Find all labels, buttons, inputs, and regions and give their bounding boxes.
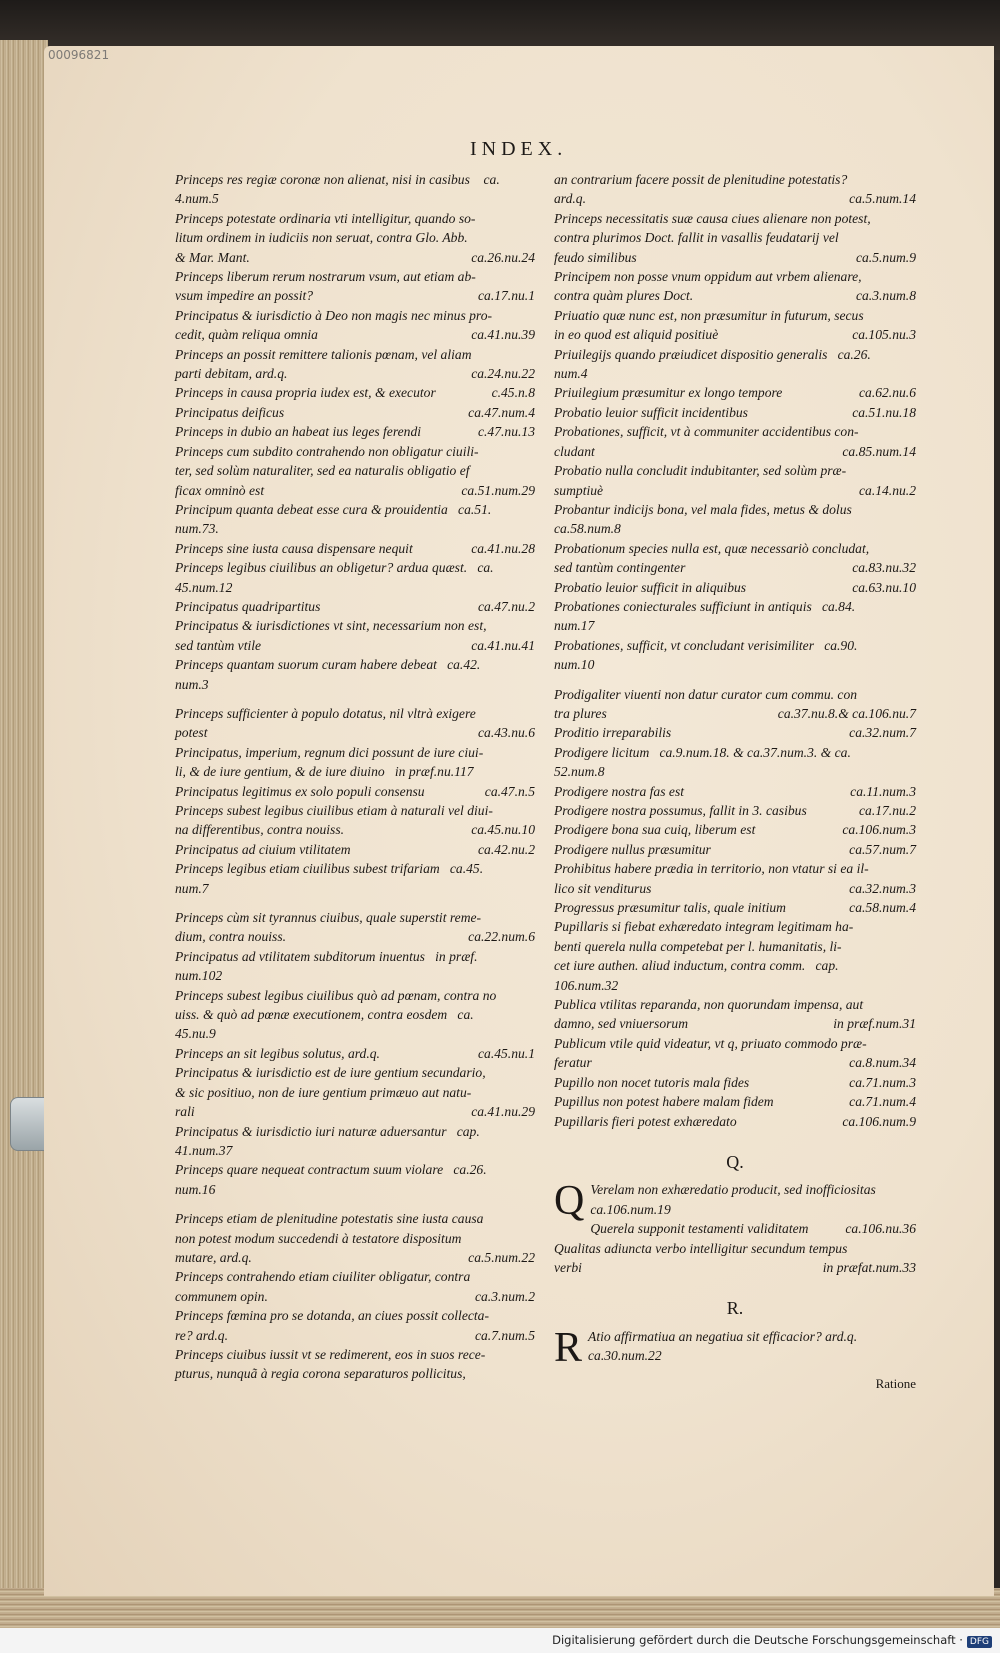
index-entry xyxy=(175,209,535,267)
index-entry xyxy=(175,539,535,558)
index-entry xyxy=(554,461,916,500)
index-column-left xyxy=(175,170,535,1384)
entry-text: Princeps sine iusta causa dispensare nequit xyxy=(175,540,413,556)
entry-reference: ca.3.num.8 xyxy=(855,288,916,304)
entry-text: Princeps cùm sit tyrannus ciuibus, quale superstit reme- dium, contra nouiss. xyxy=(175,910,482,945)
index-entry xyxy=(554,840,916,859)
index-entry xyxy=(554,422,916,461)
index-entry xyxy=(175,558,535,597)
entry-reference: ca.11.num.3 xyxy=(850,783,916,799)
index-entry xyxy=(175,1063,535,1121)
index-entry xyxy=(175,422,535,441)
entry-text: Princeps subest legibus ciuilibus quò ad pœnam, contra no uiss. & quò ad pœnæ executionem, contra eosdem ca. 45.nu.9 xyxy=(175,987,497,1042)
entry-text: Princeps quantam suorum curam habere debeat ca.42. num.3 xyxy=(175,657,481,692)
index-entry xyxy=(175,947,535,986)
entry-text: Princeps ciuibus iussit vt se redimerent, eos in suos rece- pturus, nunquã à regia corona separaturos pollicitus, xyxy=(175,1346,486,1382)
entry-text: Pupillaris fieri potest exhæredato xyxy=(554,1113,737,1129)
entry-reference: ca.58.num.4 xyxy=(849,900,916,916)
index-entry xyxy=(175,840,535,859)
entry-text: Atio affirmatiua an negatiua sit efficacior? ard.q. ca.30.num.22 xyxy=(588,1328,858,1364)
entry-reference: ca.17.nu.2 xyxy=(858,803,916,818)
entry-reference: c.45.n.8 xyxy=(491,385,535,401)
index-entry xyxy=(554,403,916,422)
entry-reference: ca.22.num.6 xyxy=(468,929,535,945)
entry-text: Verelam non exhæredatio producit, sed inofficiositas ca.106.num.19 xyxy=(590,1182,876,1217)
index-entry xyxy=(554,917,916,995)
index-entry xyxy=(554,1324,916,1371)
index-entry xyxy=(175,597,535,616)
entry-text: Priuatio quæ nunc est, non præsumitur in futurum, secus in eo quod est aliquid positiuè xyxy=(554,307,864,343)
index-entry xyxy=(554,345,916,384)
entry-reference: ca.41.nu.29 xyxy=(471,1104,535,1120)
entry-reference: ca.41.nu.39 xyxy=(471,327,535,343)
entry-text: Principatus quadripartitus xyxy=(175,598,321,614)
index-entry xyxy=(175,170,535,209)
drop-cap: R xyxy=(554,1324,583,1371)
index-entry xyxy=(175,908,535,947)
entry-text: Probatio leuior sufficit in aliquibus xyxy=(554,579,747,595)
entry-text: Prodigere nostra possumus, fallit in 3. casibus xyxy=(554,803,807,818)
entry-text: Princeps contrahendo etiam ciuiliter obligatur, contra communem opin. xyxy=(175,1269,471,1304)
entry-text: Principatus & iurisdictio iuri naturæ aduersantur cap. 41.num.37 xyxy=(175,1123,480,1158)
entry-reference: ca.41.nu.28 xyxy=(471,540,535,556)
entry-text: Principum quanta debeat esse cura & prouidentia ca.51. num.73. xyxy=(175,501,492,537)
index-entry xyxy=(175,1267,535,1306)
entry-reference: ca.47.nu.2 xyxy=(477,598,535,614)
entry-reference: ca.51.nu.18 xyxy=(852,404,916,420)
entry-text: Priuilegijs quando præiudicet dispositio generalis ca.26. num.4 xyxy=(554,346,871,382)
section-letter-q: Q. xyxy=(726,1151,744,1172)
index-entry xyxy=(175,1122,535,1161)
index-entry xyxy=(175,801,535,840)
footer-text: Digitalisierung gefördert durch die Deutsche Forschungsgemeinschaft · xyxy=(552,1633,963,1647)
index-entry xyxy=(175,1345,535,1384)
entry-reference: ca.42.nu.2 xyxy=(477,841,535,857)
section-q xyxy=(554,1153,916,1277)
entry-text: Pupillaris si fiebat exhæredato integram legitimam ha- benti querela nulla competebat per l. humanitatis, li- cet iure authen. aliud inductum, contra comm. cap. 106.num.32 xyxy=(554,919,854,993)
entry-reference: ca.106.num.3 xyxy=(842,822,916,838)
entry-text: Priuilegium præsumitur ex longo tempore xyxy=(554,385,783,401)
index-entry xyxy=(175,782,535,801)
index-entry xyxy=(554,685,916,724)
entry-reference: ca.26.nu.24 xyxy=(471,249,535,265)
entry-reference: ca.45.nu.1 xyxy=(477,1045,535,1061)
entry-text: Probantur indicijs bona, vel mala fides, metus & dolus ca.58.num.8 xyxy=(554,501,852,537)
entry-reference: ca.24.nu.22 xyxy=(471,366,535,382)
entry-text: Prodigere nullus præsumitur xyxy=(554,841,711,857)
dfg-logo: DFG xyxy=(967,1636,992,1648)
entry-text: Princeps fœmina pro se dotanda, an ciues possit collecta- re? ard.q. xyxy=(175,1308,490,1343)
entry-text: an contrarium facere possit de plenitudine potestatis? ard.q. xyxy=(554,172,848,207)
entry-text: Princeps potestate ordinaria vti intelligitur, quando so- litum ordinem in iudiciis non seruat, contra Glo. Abb. & Mar. Mant. xyxy=(175,210,476,265)
index-column-right xyxy=(554,170,916,1393)
entry-reference: ca.32.num.3 xyxy=(849,880,916,896)
index-entry xyxy=(554,859,916,898)
entry-text: Princeps an sit legibus solutus, ard.q. xyxy=(175,1045,380,1061)
entry-text: Querela supponit testamenti validitatem xyxy=(590,1221,809,1237)
entry-reference: ca.45.nu.10 xyxy=(471,822,535,838)
entry-reference: ca.106.num.9 xyxy=(842,1113,916,1129)
shelfmark: 00096821 xyxy=(48,48,110,62)
index-entry xyxy=(554,995,916,1034)
index-entry xyxy=(554,170,916,209)
book-page-edges xyxy=(0,40,48,1610)
index-entry xyxy=(175,267,535,306)
entry-text: Pupillo non nocet tutoris mala fides xyxy=(554,1074,750,1090)
index-entry xyxy=(175,383,535,402)
index-entry xyxy=(175,442,535,500)
index-entry xyxy=(175,655,535,694)
entry-text: Princeps in causa propria iudex est, & executor xyxy=(175,385,436,401)
entry-reference: ca.17.nu.1 xyxy=(477,288,535,304)
entry-reference: ca.5.num.9 xyxy=(855,249,916,265)
index-entry xyxy=(554,1034,916,1073)
entry-reference: ca.14.nu.2 xyxy=(858,482,916,498)
entry-reference: ca.32.num.7 xyxy=(849,725,916,741)
index-entry xyxy=(175,345,535,384)
entry-reference: ca.63.nu.10 xyxy=(852,579,916,595)
index-entry xyxy=(554,820,916,839)
entry-text: Publicum vtile quid videatur, vt q, priuato commodo præ- feratur xyxy=(554,1035,867,1071)
entry-reference: ca.47.n.5 xyxy=(484,783,535,799)
index-entry xyxy=(554,539,916,578)
index-entry xyxy=(554,209,916,267)
entry-reference: ca.5.num.22 xyxy=(468,1249,535,1265)
entry-text: Probatio nulla concludit indubitanter, sed solùm præ- sumptiuè xyxy=(554,463,847,498)
entry-reference: ca.43.nu.6 xyxy=(477,725,535,741)
index-entry xyxy=(175,1044,535,1063)
index-entry xyxy=(554,1073,916,1092)
index-entry xyxy=(554,1112,916,1131)
entry-reference: ca.51.num.29 xyxy=(461,482,535,498)
index-entry xyxy=(175,500,535,539)
entry-text: Prohibitus habere prædia in territorio, non vtatur si ea il- lico sit venditurus xyxy=(554,861,869,896)
index-entry xyxy=(175,1209,535,1267)
entry-text: Proditio irreparabilis xyxy=(554,725,672,741)
entry-reference: in præf.num.31 xyxy=(833,1016,916,1032)
section-r xyxy=(554,1299,916,1393)
entry-text: Principatus, imperium, regnum dici possunt de iure ciui- li, & de iure gentium, & de iure diuino in præf.nu.117 xyxy=(175,744,484,780)
entry-reference: ca.8.num.34 xyxy=(849,1055,916,1071)
entry-text: Princeps legibus etiam ciuilibus subest trifariam ca.45. num.7 xyxy=(175,861,484,896)
entry-text: Progressus præsumitur talis, quale initium xyxy=(554,900,786,916)
entry-text: Principatus ad ciuium vtilitatem xyxy=(175,841,351,857)
entry-text: Qualitas adiuncta verbo intelligitur secundum tempus verbi xyxy=(554,1240,848,1275)
index-entry xyxy=(554,801,916,820)
entry-text: Prodigere licitum ca.9.num.18. & ca.37.num.3. & ca. 52.num.8 xyxy=(554,744,851,780)
index-entry xyxy=(554,578,916,597)
index-entry xyxy=(554,1092,916,1111)
entry-reference: ca.7.num.5 xyxy=(474,1327,535,1343)
entry-reference: ca.85.num.14 xyxy=(842,443,916,459)
entry-text: Princeps res regiæ coronæ non alienat, nisi in casibus ca. 4.num.5 xyxy=(175,172,500,207)
index-entry xyxy=(554,898,916,917)
entry-reference: ca.83.nu.32 xyxy=(852,560,916,576)
entry-text: Prodigere bona sua cuiq, liberum est xyxy=(554,822,756,838)
entry-reference: ca.106.nu.36 xyxy=(845,1221,916,1237)
entry-text: Princeps sufficienter à populo dotatus, nil vltrà exigere potest xyxy=(175,705,476,741)
entry-text: Princeps etiam de plenitudine potestatis sine iusta causa non potest modum succedendi à testatore dispositum mutare, ard.q. xyxy=(175,1211,484,1265)
entry-text: Pupillus non potest habere malam fidem xyxy=(554,1094,774,1110)
entry-reference: ca.71.num.4 xyxy=(849,1094,916,1110)
entry-text: Principatus legitimus ex solo populi consensu xyxy=(175,783,425,799)
index-entry xyxy=(175,616,535,655)
entry-text: Princeps an possit remittere talionis pœnam, vel aliam parti debitam, ard.q. xyxy=(175,346,472,382)
drop-cap: Q xyxy=(554,1178,585,1225)
index-entry xyxy=(554,1239,916,1278)
entry-text: Probationum species nulla est, quæ necessariò concludat, sed tantùm contingenter xyxy=(554,540,870,576)
index-entry xyxy=(175,704,535,743)
index-entry xyxy=(175,859,535,898)
entry-text: Principem non posse vnum oppidum aut vrbem alienare, contra quàm plures Doct. xyxy=(554,269,862,304)
index-entry xyxy=(554,782,916,801)
index-entry xyxy=(175,986,535,1044)
entry-text: Princeps in dubio an habeat ius leges ferendi xyxy=(175,424,422,440)
index-entry xyxy=(175,1306,535,1345)
entry-text: Probationes coniecturales sufficiunt in antiquis ca.84. num.17 xyxy=(554,598,856,634)
entry-text: Princeps quare nequeat contractum suum violare ca.26. num.16 xyxy=(175,1162,487,1197)
entry-text: Princeps cum subdito contrahendo non obligatur ciuili- ter, sed solùm naturaliter, sed ea naturalis obligatio ef ficax omninò est xyxy=(175,443,479,498)
index-entry xyxy=(554,743,916,782)
entry-text: Prodigere nostra fas est xyxy=(554,783,685,799)
entry-reference: ca.5.num.14 xyxy=(849,191,916,207)
entry-text: Principatus ad vtilitatem subditorum inuentus in præf. num.102 xyxy=(175,948,478,984)
entry-reference: ca.41.nu.41 xyxy=(471,637,535,653)
index-entry xyxy=(554,267,916,306)
index-entry xyxy=(554,1178,916,1225)
entry-reference: in præfat.num.33 xyxy=(822,1259,916,1275)
index-entry xyxy=(554,306,916,345)
entry-reference: ca.105.nu.3 xyxy=(852,327,916,343)
digitization-footer xyxy=(0,1628,1000,1653)
index-entry xyxy=(175,743,535,782)
index-entry xyxy=(554,383,916,402)
entry-text: Principatus deificus xyxy=(175,404,285,420)
catchword: Ratione xyxy=(875,1375,916,1391)
entry-text: Principatus & iurisdictio est de iure gentium secundario, & sic positiuo, non de iure gentium primæuo aut natu- rali xyxy=(175,1065,486,1120)
index-entry xyxy=(175,403,535,422)
index-entry xyxy=(554,636,916,675)
entry-text: Principatus & iurisdictiones vt sint, necessarium non est, sed tantùm vtile xyxy=(175,618,487,653)
page-header: INDEX. xyxy=(470,138,568,160)
entry-reference: ca.37.nu.8.& ca.106.nu.7 xyxy=(777,705,916,721)
entry-reference: ca.47.num.4 xyxy=(468,404,535,420)
entry-text: Publica vtilitas reparanda, non quorundam impensa, aut damno, sed vniuersorum xyxy=(554,997,864,1032)
section-letter-r: R. xyxy=(726,1298,744,1319)
entry-text: Probationes, sufficit, vt concludant verisimiliter ca.90. num.10 xyxy=(554,637,858,673)
entry-reference: ca.3.num.2 xyxy=(474,1288,535,1304)
entry-text: Princeps liberum rerum nostrarum vsum, aut etiam ab- vsum impedire an possit? xyxy=(175,269,476,304)
entry-text: Prodigaliter viuenti non datur curator cum commu. con tra plures xyxy=(554,686,858,721)
entry-text: Probationes, sufficit, vt à communiter accidentibus con- cludant xyxy=(554,424,859,459)
entry-text: Probatio leuior sufficit incidentibus xyxy=(554,404,748,420)
entry-text: Princeps necessitatis suæ causa ciues alienare non potest, contra plurimos Doct. fallit in vasallis feudatarij vel feudo similibus xyxy=(554,210,871,265)
index-entry xyxy=(554,1219,916,1238)
index-entry xyxy=(554,500,916,539)
index-entry xyxy=(175,1160,535,1199)
index-entry xyxy=(175,306,535,345)
entry-reference: ca.62.nu.6 xyxy=(858,385,916,401)
entry-text: Principatus & iurisdictio à Deo non magis nec minus pro- cedit, quàm reliqua omnia xyxy=(175,307,493,343)
entry-reference: ca.71.num.3 xyxy=(849,1074,916,1090)
entry-text: Princeps legibus ciuilibus an obligetur? ardua quæst. ca. 45.num.12 xyxy=(175,560,494,595)
entry-text: Princeps subest legibus ciuilibus etiam à naturali vel diui- na differentibus, contra nouiss. xyxy=(175,803,493,838)
index-entry xyxy=(554,597,916,636)
index-entry xyxy=(554,723,916,742)
entry-reference: c.47.nu.13 xyxy=(477,424,535,440)
entry-reference: ca.57.num.7 xyxy=(849,841,916,857)
